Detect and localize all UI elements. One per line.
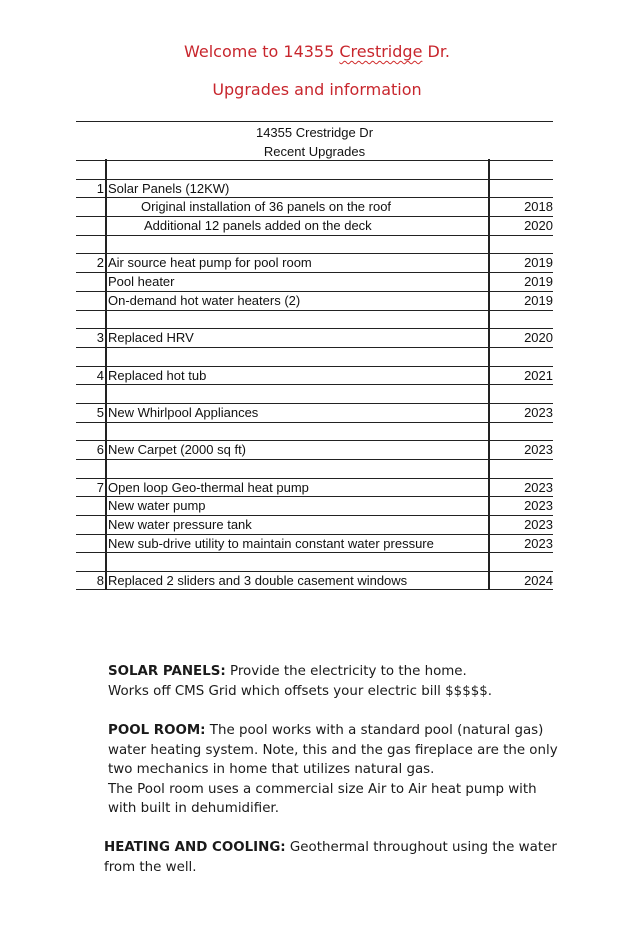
note-text: water heating system. Note, this and the gas fireplace are the only (108, 742, 558, 758)
row-number: 5 (96, 404, 104, 420)
note-text: The Pool room uses a commercial size Air to Air heat pump with (108, 781, 537, 797)
note-heating-cooling (104, 838, 574, 877)
table-title-heading: Recent Upgrades (263, 144, 366, 159)
table-row (76, 310, 553, 329)
row-year: 2023 (524, 535, 553, 551)
row-year: 2019 (524, 274, 553, 290)
table-row (76, 515, 553, 534)
row-year: 2023 (524, 517, 553, 533)
table-title (76, 121, 553, 160)
row-description: Replaced 2 sliders and 3 double casement windows (108, 573, 408, 589)
table-row (76, 216, 553, 235)
table-title-address: 14355 Crestridge Dr (255, 125, 374, 140)
table-row (76, 366, 553, 385)
row-description: Replaced hot tub (108, 367, 207, 383)
note-label: POOL ROOM: (108, 723, 206, 738)
row-number: 1 (96, 180, 104, 196)
page-subtitle: Upgrades and information (212, 80, 422, 99)
row-number: 7 (96, 479, 104, 495)
table-divider-left (105, 159, 107, 590)
table-body (76, 160, 553, 590)
table-row (76, 534, 553, 553)
row-description: On-demand hot water heaters (2) (108, 292, 301, 308)
note-label: HEATING AND COOLING: (104, 840, 286, 855)
row-year: 2018 (524, 199, 553, 215)
row-year: 2024 (524, 573, 553, 589)
row-description: Air source heat pump for pool room (108, 255, 312, 271)
table-row (76, 440, 553, 459)
note-text: from the well. (104, 859, 197, 875)
note-text: The pool works with a standard pool (natural gas) (205, 723, 544, 738)
table-row (76, 291, 553, 310)
table-row (76, 459, 553, 478)
note-text: with built in dehumidifier. (108, 801, 279, 816)
note-label: SOLAR PANELS: (108, 664, 226, 679)
row-year: 2019 (524, 255, 553, 271)
row-year: 2021 (524, 367, 553, 383)
title-street-spellcheck: Crestridge (339, 42, 423, 61)
row-number: 8 (96, 573, 104, 589)
table-row (76, 197, 553, 216)
table-row (76, 478, 553, 497)
row-year: 2023 (524, 498, 553, 514)
row-year: 2019 (524, 292, 553, 308)
row-description: Open loop Geo-thermal heat pump (108, 479, 309, 495)
note-solar-panels (108, 662, 578, 701)
row-year: 2023 (524, 442, 553, 458)
table-row (76, 328, 553, 347)
row-year: 2023 (524, 479, 553, 495)
row-year: 2020 (524, 218, 553, 234)
table-row (76, 272, 553, 291)
table-row (76, 422, 553, 441)
row-description: Original installation of 36 panels on the roof (141, 199, 392, 215)
table-divider-right (488, 159, 490, 590)
table-row (76, 347, 553, 366)
table-row (76, 571, 553, 590)
title-prefix: Welcome to 14355 (183, 42, 340, 61)
row-year: 2020 (524, 330, 553, 346)
row-description: New Carpet (2000 sq ft) (108, 442, 247, 458)
row-number: 4 (96, 367, 104, 383)
row-number: 6 (96, 442, 104, 458)
page-title (0, 42, 634, 61)
table-row (76, 253, 553, 272)
table-row (76, 179, 553, 198)
note-text: Geothermal throughout using the water (285, 840, 557, 855)
row-number: 2 (96, 255, 104, 271)
upgrades-table (76, 121, 553, 590)
row-description: Solar Panels (12KW) (108, 180, 230, 196)
row-number: 3 (96, 330, 104, 346)
table-row (76, 552, 553, 571)
row-description: New Whirlpool Appliances (108, 404, 259, 420)
row-description: Additional 12 panels added on the deck (144, 218, 372, 234)
row-description: New water pressure tank (108, 517, 252, 533)
row-year: 2023 (524, 404, 553, 420)
table-row (76, 403, 553, 422)
row-description: New sub-drive utility to maintain constant water pressure (108, 535, 434, 551)
row-description: Replaced HRV (108, 330, 194, 346)
row-description: New water pump (108, 498, 206, 514)
note-text: Provide the electricity to the home. (225, 664, 467, 679)
table-row (76, 496, 553, 515)
note-text: Works off CMS Grid which offsets your electric bill $$$$$. (108, 683, 493, 699)
note-text: two mechanics in home that utilizes natural gas. (108, 762, 435, 777)
title-suffix: Dr. (422, 42, 451, 61)
row-description: Pool heater (108, 274, 175, 290)
table-row (76, 160, 553, 179)
table-row (76, 384, 553, 403)
note-pool-room (108, 721, 578, 819)
table-row (76, 235, 553, 254)
